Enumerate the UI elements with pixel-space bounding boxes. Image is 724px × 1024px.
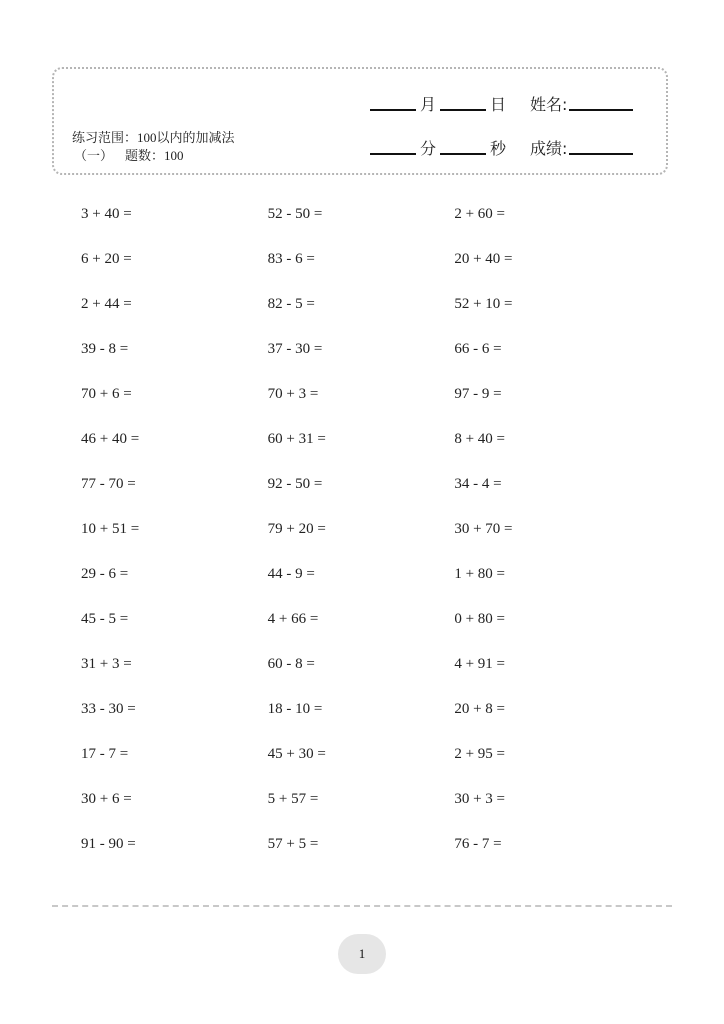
problem: 2 + 95 = <box>454 746 506 762</box>
minute-blank[interactable] <box>370 153 416 155</box>
problem-row <box>81 552 641 597</box>
day-label: 日 <box>490 95 507 114</box>
problem: 70 + 3 = <box>267 386 319 402</box>
problem-row <box>81 417 641 462</box>
problem: 39 - 8 = <box>81 341 129 357</box>
problem: 45 + 30 = <box>267 746 326 762</box>
problem: 37 - 30 = <box>267 341 323 357</box>
page-number-badge: 1 <box>338 934 386 974</box>
problem: 33 - 30 = <box>81 701 136 717</box>
problem: 18 - 10 = <box>267 701 323 717</box>
problem: 20 + 8 = <box>454 701 506 717</box>
problem-row <box>81 462 641 507</box>
problem-row <box>81 282 641 327</box>
problem: 91 - 90 = <box>81 836 136 852</box>
problem: 77 - 70 = <box>81 476 136 492</box>
problem: 70 + 6 = <box>81 386 132 402</box>
problem: 3 + 40 = <box>81 206 132 222</box>
problem-row <box>81 507 641 552</box>
problem: 2 + 60 = <box>454 206 506 222</box>
problem-row <box>81 192 641 237</box>
problem: 1 + 80 = <box>454 566 506 582</box>
question-count: 题数：100 <box>125 148 184 163</box>
practice-range: 练习范围：100以内的加减法 <box>72 130 235 145</box>
problem: 83 - 6 = <box>267 251 315 267</box>
problem: 4 + 66 = <box>267 611 319 627</box>
problem: 66 - 6 = <box>454 341 502 357</box>
time-score-row <box>370 135 633 159</box>
problem: 45 - 5 = <box>81 611 129 627</box>
minute-label: 分 <box>420 139 437 158</box>
day-blank[interactable] <box>440 109 486 111</box>
problem: 52 + 10 = <box>454 296 513 312</box>
problem: 30 + 6 = <box>81 791 132 807</box>
problem: 17 - 7 = <box>81 746 129 762</box>
problem: 44 - 9 = <box>267 566 315 582</box>
worksheet-header <box>52 67 668 175</box>
problem-row <box>81 237 641 282</box>
problem: 31 + 3 = <box>81 656 132 672</box>
problem: 8 + 40 = <box>454 431 506 447</box>
problem: 30 + 3 = <box>454 791 506 807</box>
problem: 10 + 51 = <box>81 521 140 537</box>
problem: 20 + 40 = <box>454 251 513 267</box>
problem: 34 - 4 = <box>454 476 502 492</box>
month-blank[interactable] <box>370 109 416 111</box>
score-label: 成绩: <box>530 139 568 158</box>
section-label: （一） <box>74 148 114 163</box>
footer-divider <box>52 905 672 907</box>
problem-row <box>81 777 641 822</box>
second-blank[interactable] <box>440 153 486 155</box>
problem-row <box>81 372 641 417</box>
problem: 29 - 6 = <box>81 566 129 582</box>
problem: 30 + 70 = <box>454 521 513 537</box>
problem: 92 - 50 = <box>267 476 323 492</box>
problem: 82 - 5 = <box>267 296 315 312</box>
practice-info <box>72 129 235 165</box>
problem-grid <box>81 192 641 867</box>
problem: 2 + 44 = <box>81 296 132 312</box>
problem: 79 + 20 = <box>267 521 326 537</box>
problem: 5 + 57 = <box>267 791 319 807</box>
problem-row <box>81 687 641 732</box>
problem-row <box>81 822 641 867</box>
month-label: 月 <box>420 95 437 114</box>
problem: 97 - 9 = <box>454 386 502 402</box>
name-blank[interactable] <box>569 109 633 111</box>
problem-row <box>81 732 641 777</box>
problem: 52 - 50 = <box>267 206 323 222</box>
problem: 76 - 7 = <box>454 836 502 852</box>
problem-row <box>81 327 641 372</box>
second-label: 秒 <box>490 139 507 158</box>
problem-row <box>81 642 641 687</box>
problem: 4 + 91 = <box>454 656 506 672</box>
score-blank[interactable] <box>569 153 633 155</box>
problem: 6 + 20 = <box>81 251 132 267</box>
date-name-row <box>370 91 633 115</box>
problem: 57 + 5 = <box>267 836 319 852</box>
problem: 46 + 40 = <box>81 431 140 447</box>
problem: 60 + 31 = <box>267 431 326 447</box>
problem: 60 - 8 = <box>267 656 315 672</box>
student-fields <box>370 91 633 179</box>
problem-row <box>81 597 641 642</box>
problem: 0 + 80 = <box>454 611 506 627</box>
name-label: 姓名: <box>530 95 568 114</box>
